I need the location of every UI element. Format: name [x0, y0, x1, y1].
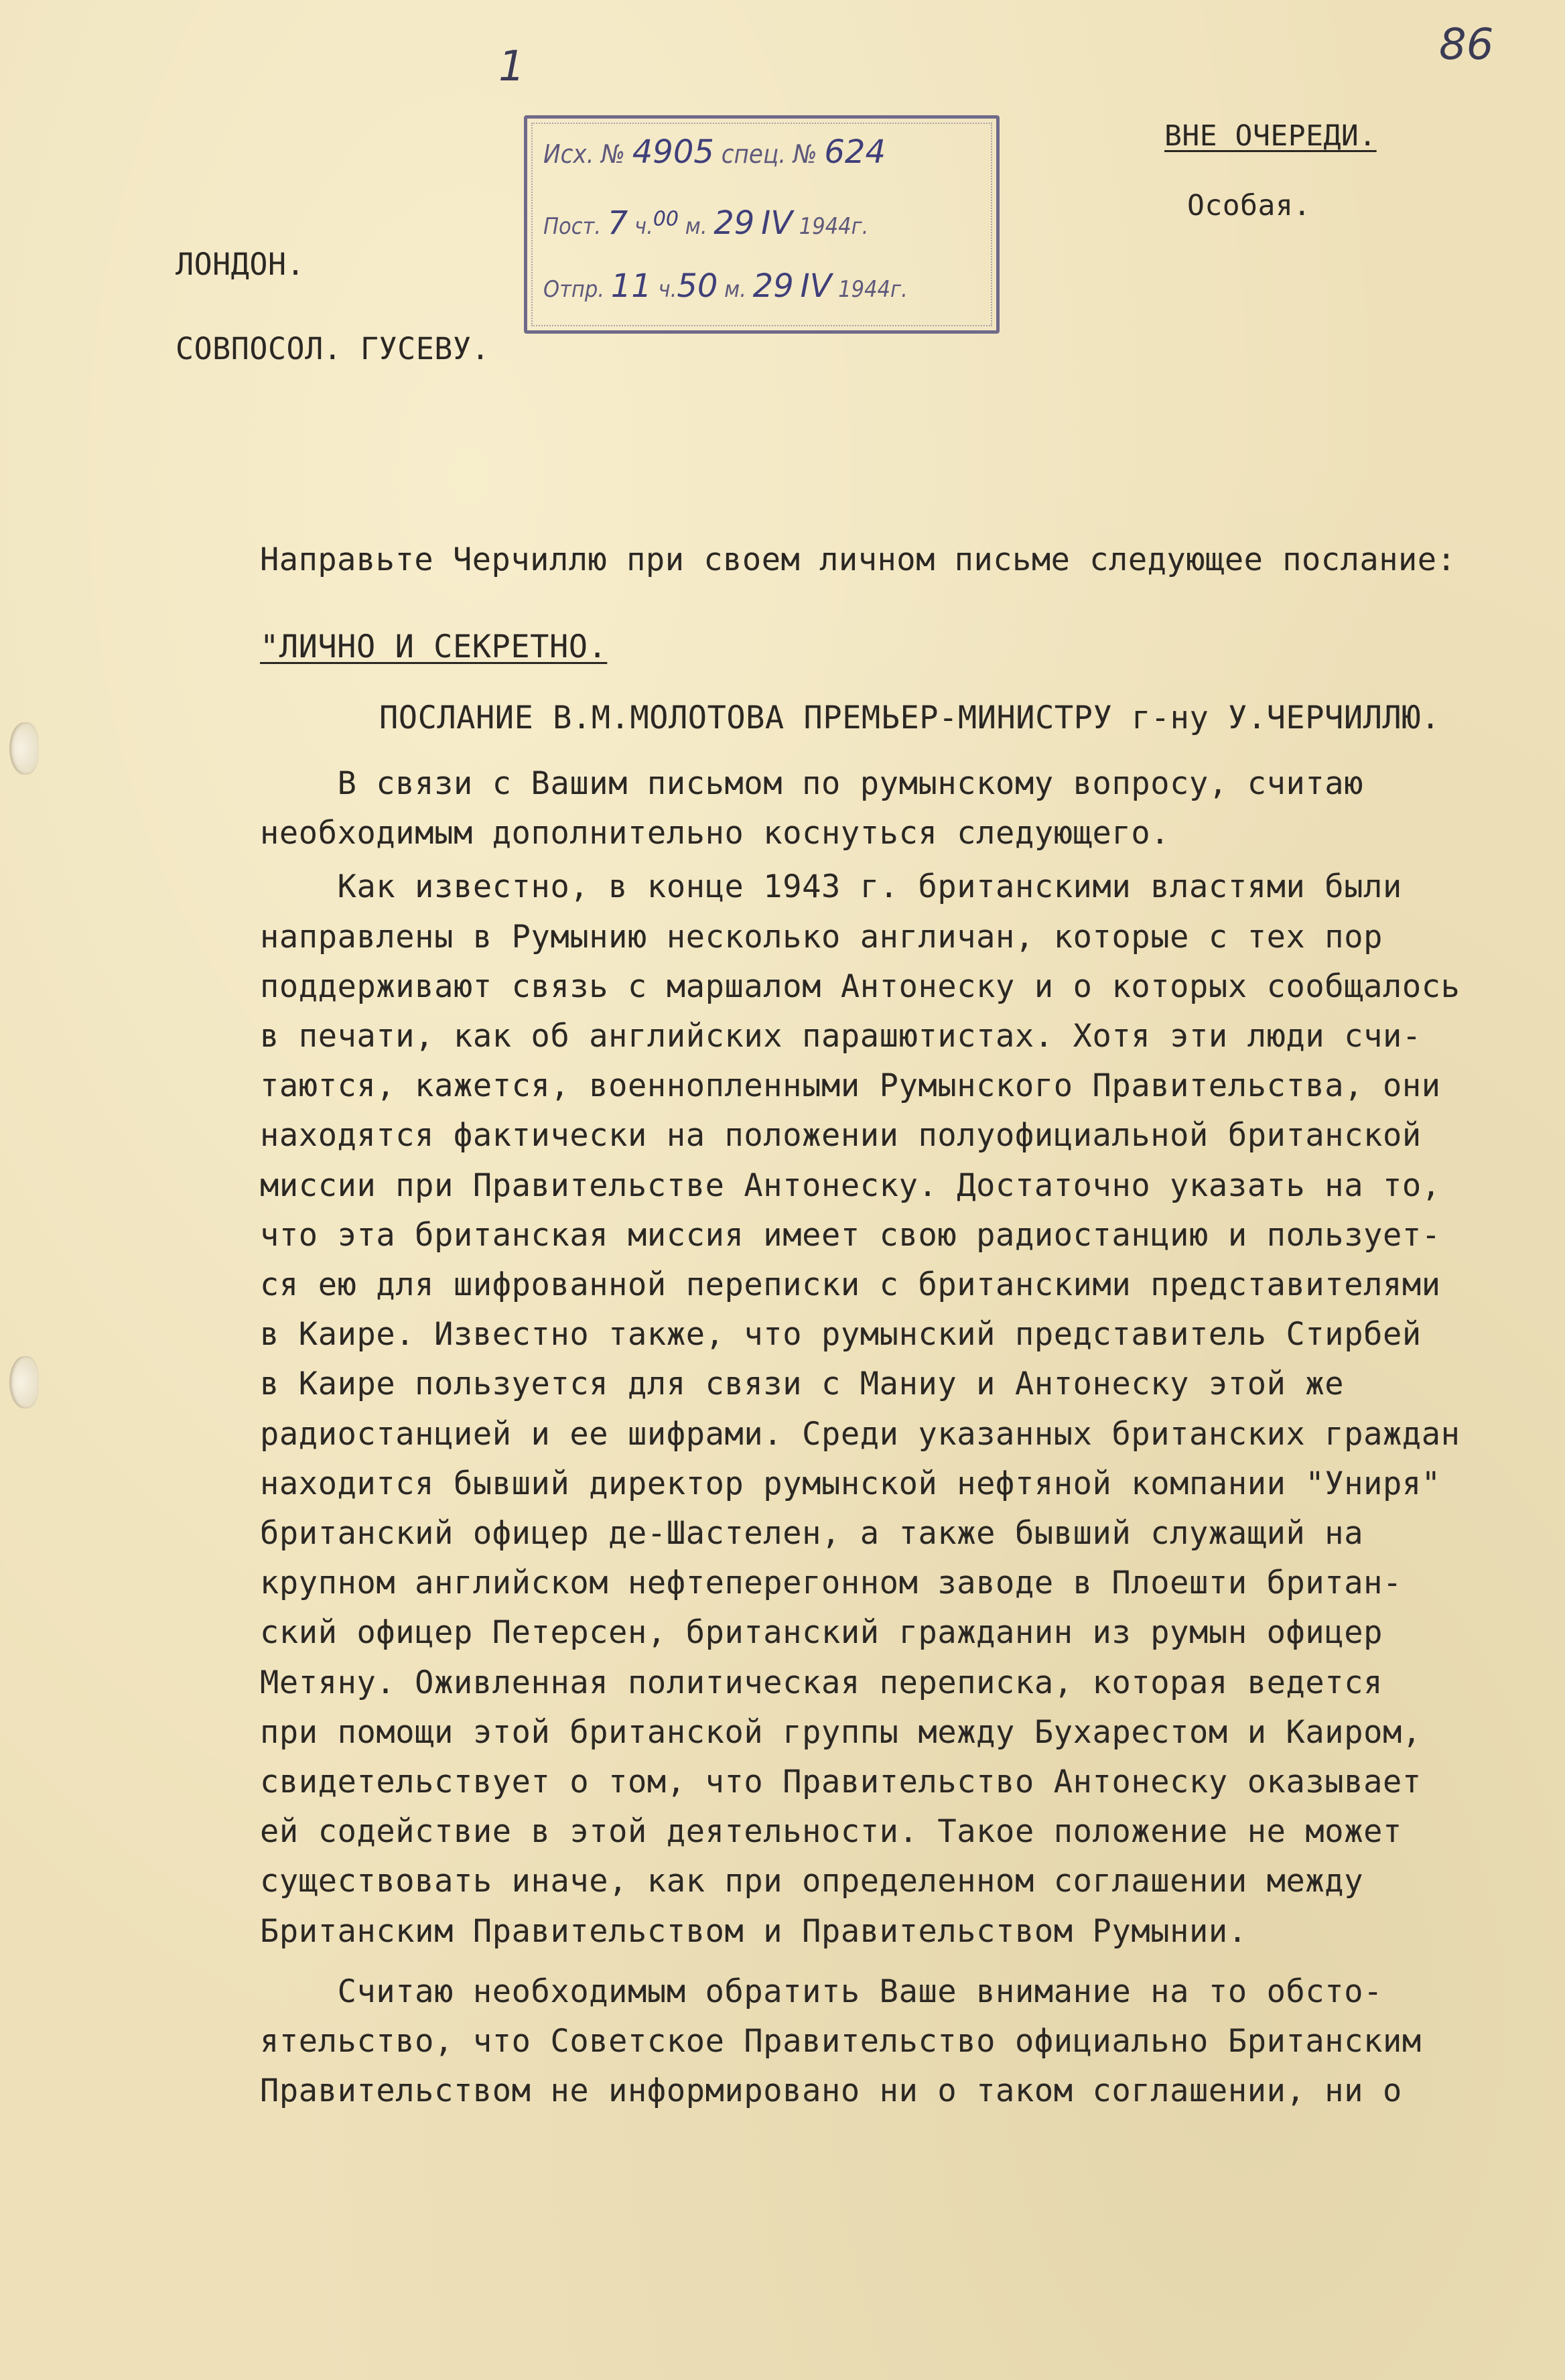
stamp-received-day: 29 [713, 204, 755, 242]
top-mark: 1 [498, 42, 525, 90]
stamp-special-label: спец. № [721, 139, 817, 169]
body-line: в печати, как об английских парашютистах. Хотя эти люди счи- [260, 1018, 1422, 1055]
body-line: при помощи этой британской группы между Бухарестом и Каиром, [260, 1713, 1422, 1751]
body-line: В связи с Вашим письмом по румынскому вопросу, считаю [260, 765, 1364, 802]
body-line: британский офицер де-Шастелен, а также бывший служащий на [260, 1515, 1364, 1552]
stamp-received-label: Пост. [543, 213, 602, 240]
body-line: радиостанцией и ее шифрами. Среди указанных британских граждан [260, 1415, 1460, 1453]
stamp-row-received [543, 204, 868, 242]
body-line: свидетельствует о том, что Правительство Антонеску оказывает [260, 1764, 1422, 1800]
body-line: Считаю необходимым обратить Ваше внимание на то обсто- [260, 1973, 1383, 2010]
punch-hole [9, 722, 39, 775]
stamp-sent-hour: 11 [610, 267, 652, 305]
stamp-row-outgoing [543, 133, 886, 171]
stamp-outgoing-number: 4905 [632, 133, 714, 171]
stamp-outgoing-label: Исх. № [543, 139, 625, 169]
destination-city: ЛОНДОН. [176, 247, 305, 282]
stamp-year-suffix: г. [890, 276, 908, 303]
body-line: в Каире пользуется для связи с Маниу и Антонеску этой же [260, 1366, 1345, 1403]
body-line: Как известно, в конце 1943 г. британскими властями были [260, 868, 1402, 906]
body-line: что эта британская миссия имеет свою радиостанцию и пользует- [260, 1216, 1441, 1254]
punch-hole [9, 1356, 39, 1408]
body-line: Британским Правительством и Правительством Румынии. [260, 1912, 1247, 1950]
registration-stamp [524, 115, 1000, 334]
stamp-special-number: 624 [824, 133, 886, 171]
stamp-sent-minutes: 50 [677, 267, 718, 305]
secret-mark: "ЛИЧНО И СЕКРЕТНО. [260, 629, 608, 665]
page-number: 86 [1439, 20, 1494, 70]
body-line: в Каире. Известно также, что румынский представитель Стирбей [260, 1316, 1422, 1353]
body-line: Правительством не информировано ни о таком соглашении, ни о [260, 2072, 1402, 2110]
body-line: направлены в Румынию несколько англичан, которые с тех пор [260, 918, 1383, 955]
stamp-received-hour: 7 [607, 204, 628, 242]
body-line: существовать иначе, как при определенном соглашении между [260, 1863, 1364, 1900]
body-line: ся ею для шифрованной переписки с британскими представителями [260, 1266, 1441, 1303]
body-line: Метяну. Оживленная политическая переписка, которая ведется [260, 1664, 1383, 1701]
body-line: ей содействие в этой деятельности. Такое положение не может [260, 1813, 1402, 1851]
classification-mark: Особая. [1187, 189, 1311, 222]
stamp-sent-min-label: м. [724, 276, 746, 303]
body-line: таются, кажется, военнопленными Румынского Правительства, они [260, 1067, 1441, 1105]
stamp-sent-year: 1944 [838, 276, 890, 303]
message-title: ПОСЛАНИЕ В.М.МОЛОТОВА ПРЕМЬЕР-МИНИСТРУ г-ну У.ЧЕРЧИЛЛЮ. [379, 700, 1440, 736]
stamp-sent-day: 29 [752, 267, 794, 305]
body-line: поддерживают связь с маршалом Антонеску и о которых сообщалось [260, 968, 1460, 1005]
body-line: необходимым дополнительно коснуться следующего. [260, 815, 1170, 852]
stamp-sent-month: IV [800, 267, 832, 305]
stamp-received-year: 1944 [799, 213, 852, 240]
body-line: крупном английском нефтеперегонном заводе в Плоешти британ- [260, 1565, 1402, 1602]
addressee: СОВПОСОЛ. ГУСЕВУ. [176, 331, 490, 367]
stamp-row-sent [543, 267, 908, 305]
intro-line: Направьте Черчиллю при своем личном письме следующее послание: [260, 541, 1456, 578]
stamp-received-month: IV [761, 204, 793, 242]
body-line: находятся фактически на положении полуофициальной британской [260, 1117, 1422, 1154]
body-line: миссии при Правительстве Антонеску. Достаточно указать на то, [260, 1167, 1441, 1204]
stamp-received-hour-label: ч. [634, 213, 653, 240]
stamp-sent-hour-label: ч. [658, 276, 677, 303]
stamp-received-minutes: 00 [653, 207, 679, 231]
body-line: находится бывший директор румынской нефтяной компании "Униря" [260, 1465, 1441, 1502]
body-line: ятельство, что Советское Правительство официально Британским [260, 2023, 1422, 2060]
priority-mark: ВНЕ ОЧЕРЕДИ. [1164, 119, 1377, 153]
stamp-received-min-label: м. [685, 213, 707, 240]
body-line: ский офицер Петерсен, британский гражданин из румын офицер [260, 1614, 1383, 1652]
stamp-sent-label: Отпр. [543, 276, 605, 303]
stamp-year-suffix: г. [851, 213, 869, 240]
